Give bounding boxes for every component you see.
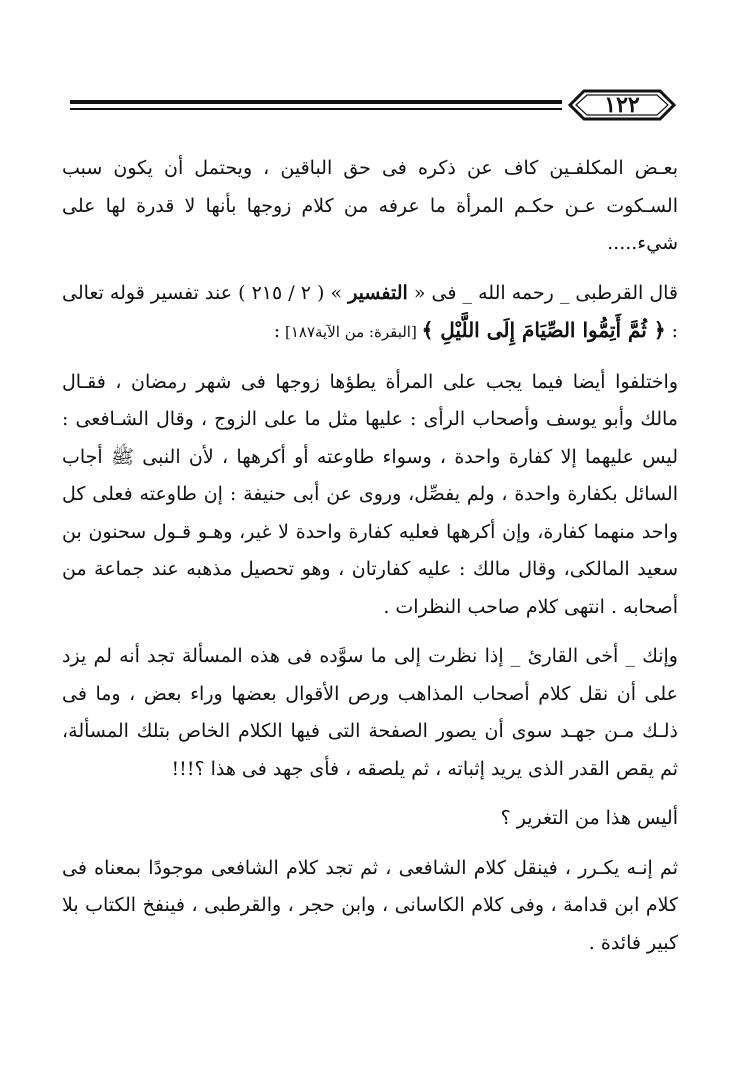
paragraph-3-quote: واختلفوا أيضا فيما يجب على المرأة يطؤها زوجها فى شهر رمضان ، فقـال مالك وأبو يوسف وأصحاب الرأى : عليها مثل ما على الزوج ، وقال الشـافعى : ليس عليهما إلا كفارة واحدة ، وسواء طاوعته أو أكرهها ، لأن النبى ﷺ أجاب السائل بكفارة واحدة ، ولم يفصِّل، وروى عن أبى حنيفة : إن طاوعته فعلى كل واحد منهما كفارة، وإن أكرهها فعليه كفارة واحدة لا غير، وهـو قـول سحنون بن سعيد المالكى، وقال مالك : عليه كفارتان ، وهو تحصيل مذهبه عند جماعة من أصحابه . انتهى كلام صاحب النظرات . <box>62 370 678 618</box>
quran-verse: ﴿ ثُمَّ أَتِمُّوا الصِّيَامَ إِلَى اللَّيْلِ ﴾ <box>421 318 666 342</box>
page-header <box>70 88 678 124</box>
page-number: ١٢٢ <box>604 92 640 118</box>
header-rule-thin <box>70 108 562 110</box>
citation-middle: » ( ٢ / ٢١٥ ) عند تفسير قوله تعالى : <box>62 281 678 342</box>
paragraph-5-question: أليس هذا من التغرير ؟ <box>500 807 678 829</box>
page-body <box>62 150 678 962</box>
page-number-badge <box>566 88 678 122</box>
paragraph-2-citation <box>62 275 678 352</box>
verse-reference: [البقرة: من الآية١٨٧] <box>280 323 422 341</box>
citation-end: : <box>273 320 281 342</box>
citation-intro: قال القرطبى _ رحمه الله _ فى « <box>407 281 679 304</box>
paragraph-6: ثم إنـه يكـرر ، فينقل كلام الشافعى ، ثم تجد كلام الشافعى موجودًا بمعناه فى كلام ابن قدامة ، وفى كلام الكاسانى ، وابن حجر ، والقرطبى ، فينفخ الكتاب بلا كبير فائدة . <box>62 856 678 954</box>
header-rule-thick <box>70 100 562 104</box>
paragraph-1: بعـض المكلفـين كاف عن ذكره فى حق الباقين ، ويحتمل أن يكون سبب السـكوت عـن حكـم المرأة ما عرفه من كلام زوجها بأنها لا قدرة لها على شيء..... <box>62 157 678 254</box>
book-title: التفسير <box>348 281 408 304</box>
paragraph-4: وإنك _ أخى القارئ _ إذا نظرت إلى ما سوَّده فى هذه المسألة تجد أنه لم يزد على أن نقل كلام أصحاب المذاهب ورص الأقوال بعضها وراء بعض ، وما فى ذلـك مـن جهـد سوى أن يصور الصفحة التى فيها الكلام الخاص بتلك المسألة، ثم يقص القدر الذى يريد إثباته ، ثم يلصقه ، فأى جهد فى هذا ؟!!! <box>62 645 678 780</box>
